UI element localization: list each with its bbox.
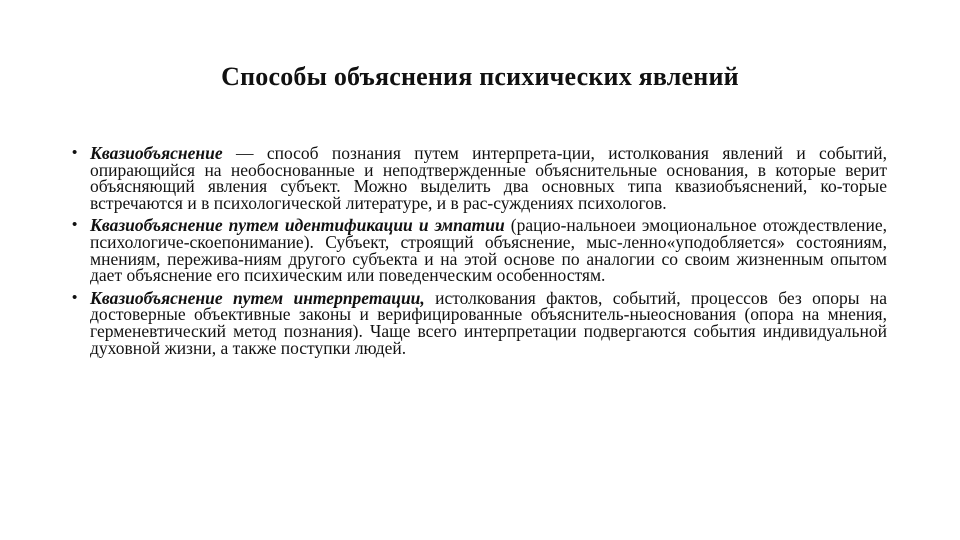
bullet-text: (рацио-нальноеи эмоциональное отождествление, психологиче-скоепонимание). Субъект, строящий объяснение, мыс-ленно«уподобляется» состояниям, мнениям, пережива-ниям другого субъекта и на этой основе по аналогии со своим жизненным опытом дает объяснение его психическим или поведенческим особенностям. — [90, 215, 887, 286]
bullet-icon: • — [72, 216, 78, 234]
list-item — [72, 215, 887, 286]
bullet-text: — способ познания путем интерпрета-ции, истолкования явлений и событий, опирающийся на необоснованные и неподтвержденные объяснительные основания, в которые верит объясняющий явления субъект. Можно выделить два основных типа квазиобъяснений, ко-торые встречаются и в психологической литературе, и в рас-суждениях психологов. — [90, 143, 887, 213]
bullet-icon: • — [72, 288, 78, 306]
bullet-icon: • — [72, 144, 78, 161]
slide-title: Способы объяснения психических явлений — [221, 62, 739, 91]
bullet-term: Квазиобъяснение — [90, 143, 223, 163]
list-item — [72, 145, 887, 211]
list-item — [72, 287, 887, 358]
bullet-term: Квазиобъяснение путем идентификации и эмпатии — [90, 215, 505, 236]
bullet-term: Квазиобъяснение путем интерпретации, — [90, 287, 425, 308]
bullet-text: истолкования фактов, событий, процессов без опоры на достоверные объективные законы и верифицированные объяснитель-ныеоснования (опора на мнения, герменевтический метод познания). Чаще всего интерпретации подвергаются события индивидуальной духовной жизни, а также поступки людей. — [90, 287, 887, 358]
bullet-list — [72, 145, 887, 362]
